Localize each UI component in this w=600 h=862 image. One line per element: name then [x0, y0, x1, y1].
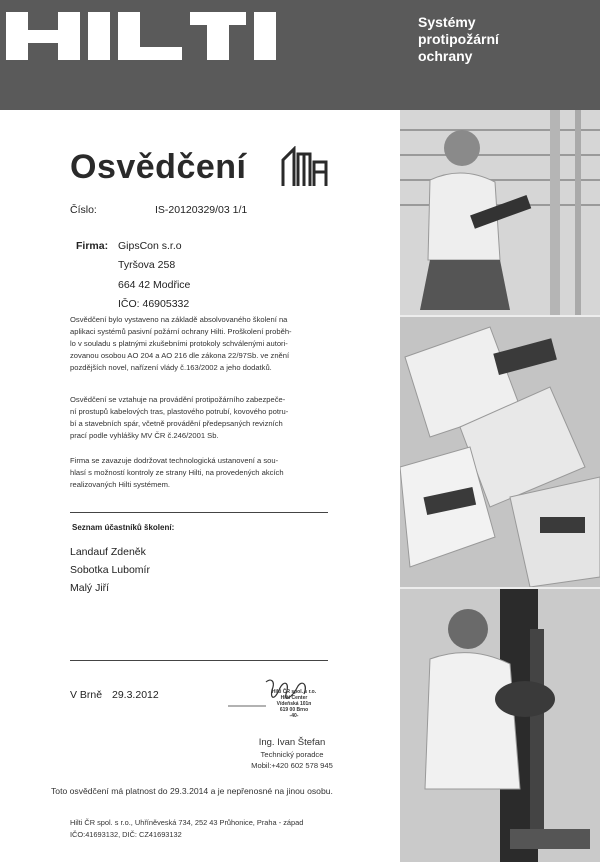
paragraph-line: ní prostupů kabelových tras, plastového potrubí, kovového potru- — [70, 407, 289, 416]
paragraph-line: zovanou osobou AO 204 a AO 216 dle zákona 22/97Sb. ve znění — [70, 351, 290, 360]
signatory-role: Technický poradce — [260, 750, 324, 759]
signature-date: 29.3.2012 — [112, 689, 159, 701]
photo-strip — [400, 110, 600, 862]
firm-street: Tyršova 258 — [118, 259, 176, 271]
paragraph-line: hlasí s možností kontroly ze strany Hilti, na provedených akcích — [70, 468, 284, 477]
signatory-block — [232, 737, 352, 770]
participant-name: Landauf Zdeněk — [70, 546, 146, 558]
place-label: V Brně — [70, 689, 103, 701]
photo-worker-pipe — [400, 589, 600, 862]
stamp-line: Vídeňská 101n — [276, 701, 312, 707]
header-band — [0, 0, 600, 110]
firm-city: 664 42 Modřice — [118, 279, 191, 291]
participant-name: Malý Jiří — [70, 582, 110, 594]
stamp-line: Hilti ČR spol. s r.o. — [271, 689, 317, 695]
paragraph-training — [70, 314, 390, 374]
header-title-line-2: protipožární — [418, 31, 499, 47]
paragraph-line: Osvědčení se vztahuje na provádění protipožárního zabezpeče- — [70, 395, 286, 404]
paragraph-line: realizovaných Hilti systémem. — [70, 480, 171, 489]
footer-ids: IČO:41693132, DIČ: CZ41693132 — [70, 830, 182, 839]
divider-top — [70, 512, 328, 513]
firm-name: GipsCon s.r.o — [118, 240, 182, 252]
paragraph-line: prací podle vyhlášky MV ČR č.246/2001 Sb. — [70, 431, 219, 440]
validity-note: Toto osvědčení má platnost do 29.3.2014 a je nepřenosné na jinou osobu. — [51, 786, 333, 796]
paragraph-obligation — [70, 455, 390, 491]
paragraph-scope — [70, 394, 390, 442]
company-stamp — [264, 689, 324, 719]
signatory-phone: Mobil:+420 602 578 945 — [251, 761, 333, 770]
header-title-line-3: ochrany — [418, 48, 473, 64]
hilti-logo — [6, 12, 278, 60]
paragraph-line: Osvědčení bylo vystaveno na základě absolvovaného školení na — [70, 315, 288, 324]
paragraph-line: pozdějších novel, nařízení vlády č.163/2002 a jeho dodatků. — [70, 363, 272, 372]
stamp-line: Hilti Center — [280, 695, 308, 701]
house-logo-icon — [280, 146, 330, 188]
header-title — [418, 14, 588, 65]
divider-bottom — [70, 660, 328, 661]
participant-name: Sobotka Lubomír — [70, 564, 150, 576]
firm-label: Firma: — [76, 240, 109, 252]
photo-product-bags — [400, 317, 600, 587]
paragraph-line: bí a stavebních spár, včetně provádění předepsaných revizních — [70, 419, 283, 428]
paragraph-line: lo v souladu s platnými zkušebními protokoly schválenými autori- — [70, 339, 288, 348]
signatory-name: Ing. Ivan Štefan — [258, 737, 326, 748]
firm-ico: IČO: 46905332 — [118, 298, 190, 310]
paragraph-line: aplikaci systémů pasivní požární ochrany Hilti. Proškolení proběh- — [70, 327, 292, 336]
certificate-title: Osvědčení — [70, 148, 247, 186]
photo-worker-with-gun — [400, 110, 600, 315]
paragraph-line: Firma se zavazuje dodržovat technologická ustanovení a sou- — [70, 456, 279, 465]
certificate-number-label: Číslo: — [70, 204, 97, 216]
certificate-number: IS-20120329/03 1/1 — [155, 204, 248, 216]
stamp-line: 619 00 Brno — [279, 707, 309, 713]
footer-address: Hilti ČR spol. s r.o., Uhříněveská 734, 252 43 Průhonice, Praha - západ — [70, 818, 304, 827]
header-title-line-1: Systémy — [418, 14, 476, 30]
stamp-line: -40- — [289, 713, 299, 719]
participants-heading: Seznam účastníků školení: — [72, 523, 175, 532]
